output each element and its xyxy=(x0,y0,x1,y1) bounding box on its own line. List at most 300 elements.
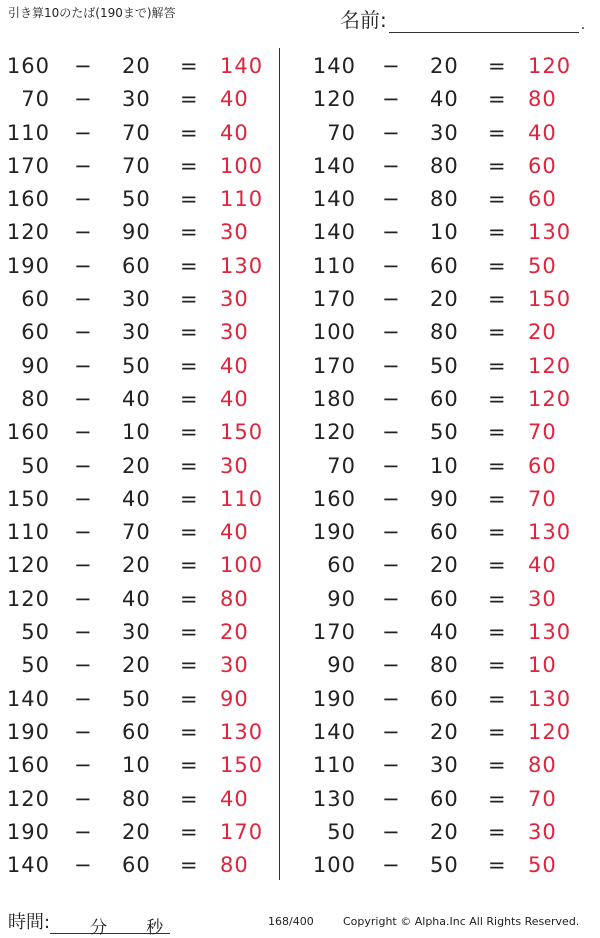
equals-sign: = xyxy=(488,853,507,878)
minuend: 120 xyxy=(312,420,356,445)
minuend: 190 xyxy=(312,686,356,711)
name-field xyxy=(340,4,585,33)
minuend: 100 xyxy=(312,853,356,878)
minus-sign: − xyxy=(382,87,401,112)
problem-row xyxy=(0,581,280,614)
minuend: 110 xyxy=(6,120,50,145)
problem-row xyxy=(0,414,280,447)
subtrahend: 20 xyxy=(122,54,151,78)
equals-sign: = xyxy=(488,253,507,278)
subtrahend: 60 xyxy=(430,386,459,411)
problem-row xyxy=(302,148,582,181)
minuend: 120 xyxy=(6,786,50,811)
subtrahend: 70 xyxy=(122,153,151,178)
problem-row xyxy=(302,681,582,714)
minus-sign: − xyxy=(74,187,93,212)
equals-sign: = xyxy=(180,54,199,78)
minuend: 170 xyxy=(312,353,356,378)
minus-sign: − xyxy=(382,853,401,878)
problem-row xyxy=(0,714,280,747)
minuend: 100 xyxy=(312,320,356,345)
answer: 80 xyxy=(528,753,557,778)
minutes-label: 分 xyxy=(90,918,108,938)
minuend: 90 xyxy=(21,353,50,378)
minus-sign: − xyxy=(382,620,401,645)
subtrahend: 70 xyxy=(122,120,151,145)
minus-sign: − xyxy=(382,287,401,312)
equals-sign: = xyxy=(488,620,507,645)
answer: 70 xyxy=(528,786,557,811)
equals-sign: = xyxy=(488,453,507,478)
right-problem-column xyxy=(302,48,582,880)
problem-row xyxy=(0,614,280,647)
answer: 90 xyxy=(220,686,249,711)
answer: 110 xyxy=(220,486,264,511)
minus-sign: − xyxy=(382,120,401,145)
problem-row xyxy=(302,115,582,148)
answer: 30 xyxy=(528,586,557,611)
problem-row xyxy=(0,448,280,481)
equals-sign: = xyxy=(180,120,199,145)
answer: 70 xyxy=(528,420,557,445)
problem-row xyxy=(302,614,582,647)
problem-row xyxy=(302,214,582,247)
problem-row xyxy=(0,281,280,314)
minuend: 50 xyxy=(21,620,50,645)
minus-sign: − xyxy=(74,54,93,78)
minuend: 130 xyxy=(312,786,356,811)
subtrahend: 60 xyxy=(430,520,459,545)
answer: 40 xyxy=(220,786,249,811)
equals-sign: = xyxy=(180,153,199,178)
equals-sign: = xyxy=(180,87,199,112)
subtrahend: 30 xyxy=(430,120,459,145)
copyright-notice: Copyright © Alpha.Inc All Rights Reserved. xyxy=(343,915,580,928)
equals-sign: = xyxy=(180,620,199,645)
equals-sign: = xyxy=(488,320,507,345)
minuend: 160 xyxy=(312,486,356,511)
subtrahend: 80 xyxy=(430,187,459,212)
answer: 20 xyxy=(220,620,249,645)
minuend: 70 xyxy=(21,87,50,112)
answer: 130 xyxy=(528,620,572,645)
minus-sign: − xyxy=(74,620,93,645)
subtrahend: 30 xyxy=(430,753,459,778)
subtrahend: 60 xyxy=(122,719,151,744)
subtrahend: 60 xyxy=(122,253,151,278)
time-label: 時間: xyxy=(8,912,51,933)
name-underline[interactable] xyxy=(389,10,579,33)
problem-row xyxy=(0,481,280,514)
equals-sign: = xyxy=(180,486,199,511)
problem-row xyxy=(0,814,280,847)
equals-sign: = xyxy=(180,553,199,578)
answer: 40 xyxy=(220,520,249,545)
seconds-label: 秒 xyxy=(146,918,164,938)
minuend: 150 xyxy=(6,486,50,511)
problem-row xyxy=(0,248,280,281)
minuend: 60 xyxy=(21,287,50,312)
equals-sign: = xyxy=(180,287,199,312)
subtrahend: 90 xyxy=(430,486,459,511)
problem-row xyxy=(302,847,582,880)
answer: 30 xyxy=(528,819,557,844)
problem-row xyxy=(0,348,280,381)
minus-sign: − xyxy=(74,719,93,744)
minus-sign: − xyxy=(382,586,401,611)
equals-sign: = xyxy=(488,486,507,511)
time-field xyxy=(8,908,170,938)
minus-sign: − xyxy=(74,87,93,112)
minus-sign: − xyxy=(74,420,93,445)
problem-row xyxy=(0,214,280,247)
minuend: 160 xyxy=(6,753,50,778)
subtrahend: 80 xyxy=(430,320,459,345)
minus-sign: − xyxy=(74,686,93,711)
minus-sign: − xyxy=(74,320,93,345)
answer: 150 xyxy=(220,420,264,445)
answer: 50 xyxy=(528,253,557,278)
subtrahend: 10 xyxy=(430,453,459,478)
minus-sign: − xyxy=(382,253,401,278)
minus-sign: − xyxy=(74,253,93,278)
minus-sign: − xyxy=(382,486,401,511)
minus-sign: − xyxy=(74,287,93,312)
minus-sign: − xyxy=(74,853,93,878)
subtrahend: 50 xyxy=(430,353,459,378)
minus-sign: − xyxy=(74,220,93,245)
subtrahend: 10 xyxy=(122,420,151,445)
minus-sign: − xyxy=(74,120,93,145)
minuend: 50 xyxy=(327,819,356,844)
answer: 30 xyxy=(220,453,249,478)
subtrahend: 60 xyxy=(430,253,459,278)
minus-sign: − xyxy=(74,653,93,678)
equals-sign: = xyxy=(180,420,199,445)
minuend: 190 xyxy=(6,253,50,278)
equals-sign: = xyxy=(488,686,507,711)
answer: 40 xyxy=(220,353,249,378)
problem-row xyxy=(302,248,582,281)
subtrahend: 10 xyxy=(122,753,151,778)
subtrahend: 20 xyxy=(430,819,459,844)
answer: 120 xyxy=(528,386,572,411)
answer: 120 xyxy=(528,719,572,744)
subtrahend: 40 xyxy=(430,87,459,112)
problem-row xyxy=(302,647,582,680)
answer: 60 xyxy=(528,153,557,178)
subtrahend: 10 xyxy=(430,220,459,245)
equals-sign: = xyxy=(488,187,507,212)
minus-sign: − xyxy=(74,353,93,378)
equals-sign: = xyxy=(180,220,199,245)
equals-sign: = xyxy=(488,653,507,678)
problem-row xyxy=(302,81,582,114)
answer: 50 xyxy=(528,853,557,878)
minuend: 170 xyxy=(6,153,50,178)
answer: 80 xyxy=(528,87,557,112)
subtrahend: 50 xyxy=(430,853,459,878)
minus-sign: − xyxy=(74,153,93,178)
answer: 70 xyxy=(528,486,557,511)
minus-sign: − xyxy=(382,320,401,345)
problem-row xyxy=(302,514,582,547)
problem-row xyxy=(302,714,582,747)
subtrahend: 40 xyxy=(430,620,459,645)
answer: 10 xyxy=(528,653,557,678)
equals-sign: = xyxy=(180,353,199,378)
problem-row xyxy=(0,314,280,347)
subtrahend: 50 xyxy=(430,420,459,445)
minuend: 140 xyxy=(312,153,356,178)
problem-row xyxy=(302,781,582,814)
minus-sign: − xyxy=(382,54,401,78)
name-dot: . xyxy=(580,17,586,33)
subtrahend: 60 xyxy=(430,686,459,711)
equals-sign: = xyxy=(180,686,199,711)
subtrahend: 70 xyxy=(122,520,151,545)
minuend: 190 xyxy=(6,719,50,744)
minus-sign: − xyxy=(382,386,401,411)
subtrahend: 20 xyxy=(430,719,459,744)
answer: 150 xyxy=(528,287,572,312)
answer: 140 xyxy=(220,54,264,78)
subtrahend: 90 xyxy=(122,220,151,245)
minuend: 160 xyxy=(6,54,50,78)
minuend: 90 xyxy=(327,586,356,611)
problem-row xyxy=(0,647,280,680)
answer: 20 xyxy=(528,320,557,345)
minuend: 50 xyxy=(21,653,50,678)
answer: 130 xyxy=(528,686,572,711)
minuend: 110 xyxy=(312,753,356,778)
minuend: 80 xyxy=(21,386,50,411)
subtrahend: 20 xyxy=(430,54,459,78)
minus-sign: − xyxy=(382,153,401,178)
answer: 40 xyxy=(220,386,249,411)
answer: 30 xyxy=(220,287,249,312)
answer: 80 xyxy=(220,586,249,611)
minuend: 170 xyxy=(312,620,356,645)
minus-sign: − xyxy=(74,586,93,611)
equals-sign: = xyxy=(180,453,199,478)
subtrahend: 20 xyxy=(430,553,459,578)
answer: 100 xyxy=(220,553,264,578)
minuend: 160 xyxy=(6,420,50,445)
answer: 30 xyxy=(220,653,249,678)
minus-sign: − xyxy=(382,353,401,378)
problem-row xyxy=(0,81,280,114)
answer: 40 xyxy=(528,553,557,578)
minus-sign: − xyxy=(382,753,401,778)
subtrahend: 30 xyxy=(122,320,151,345)
minus-sign: − xyxy=(74,486,93,511)
minus-sign: − xyxy=(382,220,401,245)
answer: 30 xyxy=(220,220,249,245)
problem-row xyxy=(302,181,582,214)
subtrahend: 50 xyxy=(122,353,151,378)
minuend: 120 xyxy=(6,220,50,245)
problem-row xyxy=(0,847,280,880)
answer: 130 xyxy=(528,520,572,545)
minuend: 140 xyxy=(312,719,356,744)
minuend: 180 xyxy=(312,386,356,411)
minuend: 140 xyxy=(312,54,356,78)
subtrahend: 50 xyxy=(122,187,151,212)
equals-sign: = xyxy=(488,54,507,78)
equals-sign: = xyxy=(488,287,507,312)
problem-row xyxy=(0,781,280,814)
minuend: 190 xyxy=(6,819,50,844)
equals-sign: = xyxy=(180,719,199,744)
subtrahend: 80 xyxy=(430,153,459,178)
subtrahend: 60 xyxy=(430,586,459,611)
minus-sign: − xyxy=(382,520,401,545)
answer: 170 xyxy=(220,819,264,844)
equals-sign: = xyxy=(488,586,507,611)
subtrahend: 40 xyxy=(122,586,151,611)
equals-sign: = xyxy=(488,153,507,178)
minuend: 70 xyxy=(327,453,356,478)
subtrahend: 30 xyxy=(122,287,151,312)
subtrahend: 80 xyxy=(430,653,459,678)
equals-sign: = xyxy=(180,586,199,611)
answer: 110 xyxy=(220,187,264,212)
problem-row xyxy=(302,481,582,514)
answer: 130 xyxy=(528,220,572,245)
minus-sign: − xyxy=(382,553,401,578)
equals-sign: = xyxy=(180,520,199,545)
minuend: 90 xyxy=(327,653,356,678)
subtrahend: 50 xyxy=(122,686,151,711)
name-label: 名前: xyxy=(340,8,387,32)
problem-row xyxy=(302,48,582,81)
equals-sign: = xyxy=(180,320,199,345)
problem-row xyxy=(302,448,582,481)
minuend: 140 xyxy=(6,853,50,878)
answer: 80 xyxy=(220,853,249,878)
subtrahend: 60 xyxy=(430,786,459,811)
minuend: 120 xyxy=(6,553,50,578)
equals-sign: = xyxy=(488,420,507,445)
problem-row xyxy=(302,281,582,314)
equals-sign: = xyxy=(180,653,199,678)
equals-sign: = xyxy=(180,187,199,212)
equals-sign: = xyxy=(180,786,199,811)
problem-row xyxy=(0,381,280,414)
answer: 100 xyxy=(220,153,264,178)
answer: 40 xyxy=(220,120,249,145)
equals-sign: = xyxy=(488,87,507,112)
problem-row xyxy=(302,547,582,580)
answer: 40 xyxy=(220,87,249,112)
minuend: 50 xyxy=(21,453,50,478)
subtrahend: 40 xyxy=(122,386,151,411)
minuend: 60 xyxy=(327,553,356,578)
equals-sign: = xyxy=(180,253,199,278)
subtrahend: 20 xyxy=(122,653,151,678)
minus-sign: − xyxy=(74,553,93,578)
minus-sign: − xyxy=(74,819,93,844)
equals-sign: = xyxy=(180,753,199,778)
minuend: 110 xyxy=(312,253,356,278)
subtrahend: 80 xyxy=(122,786,151,811)
minus-sign: − xyxy=(382,686,401,711)
minuend: 120 xyxy=(312,87,356,112)
minuend: 170 xyxy=(312,287,356,312)
left-problem-column xyxy=(0,48,280,880)
subtrahend: 30 xyxy=(122,620,151,645)
subtrahend: 20 xyxy=(122,819,151,844)
problem-row xyxy=(302,814,582,847)
minus-sign: − xyxy=(74,753,93,778)
problem-row xyxy=(0,747,280,780)
minuend: 140 xyxy=(312,220,356,245)
minuend: 140 xyxy=(312,187,356,212)
equals-sign: = xyxy=(488,753,507,778)
problem-row xyxy=(302,381,582,414)
time-underline[interactable] xyxy=(50,915,170,938)
minuend: 160 xyxy=(6,187,50,212)
equals-sign: = xyxy=(488,353,507,378)
minus-sign: − xyxy=(382,453,401,478)
answer: 120 xyxy=(528,353,572,378)
answer: 130 xyxy=(220,253,264,278)
problem-row xyxy=(302,348,582,381)
problem-row xyxy=(302,414,582,447)
problem-row xyxy=(0,514,280,547)
equals-sign: = xyxy=(180,386,199,411)
equals-sign: = xyxy=(488,553,507,578)
answer: 30 xyxy=(220,320,249,345)
subtrahend: 40 xyxy=(122,486,151,511)
equals-sign: = xyxy=(488,120,507,145)
minus-sign: − xyxy=(74,786,93,811)
equals-sign: = xyxy=(180,853,199,878)
minus-sign: − xyxy=(382,786,401,811)
minus-sign: − xyxy=(74,520,93,545)
equals-sign: = xyxy=(180,819,199,844)
minuend: 140 xyxy=(6,686,50,711)
equals-sign: = xyxy=(488,719,507,744)
answer: 120 xyxy=(528,54,572,78)
minus-sign: − xyxy=(382,187,401,212)
problem-row xyxy=(0,681,280,714)
problem-row xyxy=(0,115,280,148)
minuend: 70 xyxy=(327,120,356,145)
problem-row xyxy=(0,148,280,181)
equals-sign: = xyxy=(488,786,507,811)
subtrahend: 20 xyxy=(122,553,151,578)
minus-sign: − xyxy=(382,653,401,678)
equals-sign: = xyxy=(488,520,507,545)
answer: 130 xyxy=(220,719,264,744)
problem-row xyxy=(302,747,582,780)
worksheet-title: 引き算10のたば(190まで)解答 xyxy=(8,6,176,20)
equals-sign: = xyxy=(488,220,507,245)
problem-row xyxy=(0,181,280,214)
problem-row xyxy=(0,48,280,81)
subtrahend: 20 xyxy=(122,453,151,478)
answer: 40 xyxy=(528,120,557,145)
page-number: 168/400 xyxy=(268,915,314,928)
subtrahend: 30 xyxy=(122,87,151,112)
minus-sign: − xyxy=(382,819,401,844)
minuend: 110 xyxy=(6,520,50,545)
answer: 60 xyxy=(528,453,557,478)
minuend: 60 xyxy=(21,320,50,345)
minus-sign: − xyxy=(74,386,93,411)
